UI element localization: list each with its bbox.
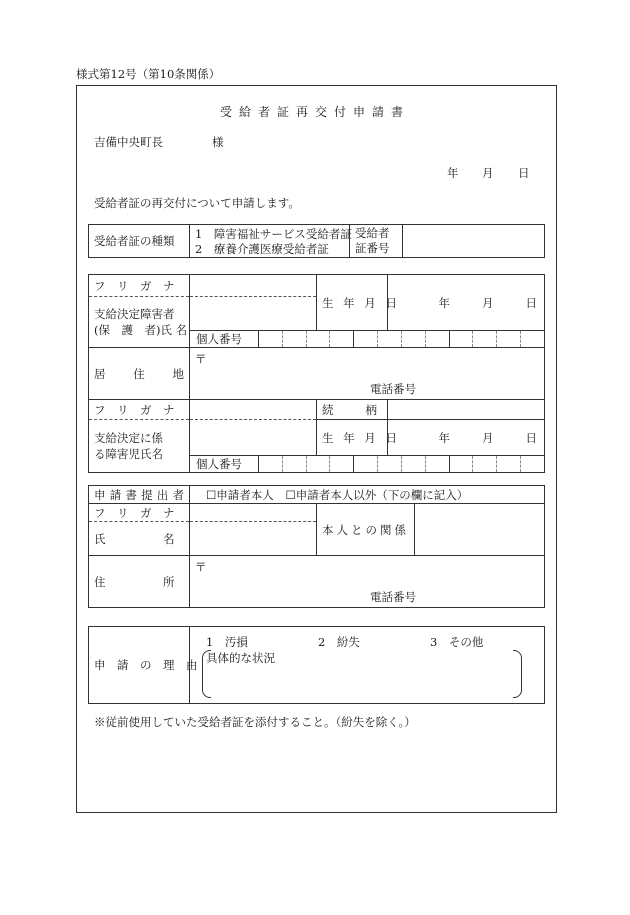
form-title: 受給者証再交付申請書: [219, 105, 410, 119]
certificate-number-field[interactable]: [403, 225, 545, 258]
child-furigana-field[interactable]: [190, 400, 317, 420]
date-day[interactable]: 日: [518, 166, 530, 180]
date-year[interactable]: 年: [447, 166, 459, 180]
submitter-address-field[interactable]: [190, 556, 545, 608]
guardian-furigana-label: フ リ ガ ナ: [89, 275, 190, 297]
child-name-label: 支給決定に係 る障害児氏名: [89, 420, 190, 473]
form-number: 様式第12号（第10条関係）: [76, 67, 221, 81]
guardian-phone-label: 電話番号: [370, 382, 416, 396]
guardian-address-label: 居 住 地: [89, 348, 190, 400]
child-mynumber-row: [190, 456, 545, 473]
certificate-number-label: 受給者 証番号: [350, 225, 403, 258]
submitter-postal-mark: 〒: [195, 560, 207, 574]
reason-detail-field[interactable]: [202, 650, 522, 696]
certificate-type-label: 受給者証の種類: [89, 225, 190, 258]
child-name-field[interactable]: [190, 420, 317, 456]
reason-label: 申 請 の 理 由: [89, 627, 190, 704]
applicant-table: [88, 274, 545, 473]
reason-option-other[interactable]: 3 その他: [430, 635, 484, 649]
submitter-furigana-label: フ リ ガ ナ: [89, 504, 190, 522]
reason-detail-label: 具体的な状況: [206, 651, 275, 665]
option-welfare-service[interactable]: 1 障害福祉サービス受給者証: [195, 226, 352, 241]
reason-option-lost[interactable]: 2 紛失: [318, 635, 360, 649]
bracket-right: [513, 650, 522, 698]
reason-option-soiled[interactable]: 1 汚損: [206, 635, 248, 649]
child-furigana-label: フ リ ガ ナ: [89, 400, 190, 420]
child-relation-field[interactable]: [388, 400, 545, 420]
submitter-other-checkbox[interactable]: ☐申請者本人以外（下の欄に記入）: [285, 487, 469, 502]
submitter-relation-label: 本人との関係: [317, 504, 415, 556]
child-mynumber-boxes[interactable]: [259, 456, 544, 472]
postal-mark: 〒: [195, 352, 207, 366]
submitter-self-checkbox[interactable]: ☐申請者本人: [206, 487, 274, 502]
guardian-furigana-field[interactable]: [190, 275, 317, 297]
guardian-birth-field[interactable]: 年 月 日: [388, 275, 545, 331]
guardian-address-field[interactable]: [190, 348, 545, 400]
addressee-name: 吉備中央町長: [94, 135, 163, 149]
submitter-phone-label: 電話番号: [370, 590, 416, 604]
submitter-table: [88, 485, 545, 608]
certificate-type-options[interactable]: [190, 225, 350, 258]
submitter-options: [190, 486, 545, 504]
option-medical-care[interactable]: 2 療養介護医療受給者証: [195, 241, 329, 256]
guardian-mynumber-label: 個人番号: [190, 331, 259, 347]
submitter-address-label: 住 所: [89, 556, 190, 608]
certificate-type-table: [88, 224, 545, 258]
child-relation-label: 続 柄: [317, 400, 388, 420]
submitter-furigana-field[interactable]: [190, 504, 317, 522]
date-month[interactable]: 月: [482, 166, 494, 180]
guardian-mynumber-boxes[interactable]: [259, 331, 544, 347]
child-birth-label: 生 年 月 日: [317, 420, 388, 456]
guardian-name-label: 支給決定障害者 (保 護 者)氏 名: [89, 297, 190, 348]
request-statement: 受給者証の再交付について申請します。: [94, 196, 300, 210]
submitter-name-label: 氏 名: [89, 522, 190, 556]
addressee-honorific: 様: [212, 135, 224, 149]
submitter-name-field[interactable]: [190, 522, 317, 556]
submitter-label: 申請書提出者: [89, 486, 190, 504]
child-birth-field[interactable]: 年 月 日: [388, 420, 545, 456]
attachment-note: ※従前使用していた受給者証を添付すること。（紛失を除く。）: [94, 715, 416, 729]
child-mynumber-label: 個人番号: [190, 456, 259, 472]
submitter-relation-field[interactable]: [415, 504, 545, 556]
guardian-mynumber-row: [190, 331, 545, 348]
guardian-name-field[interactable]: [190, 297, 317, 331]
guardian-birth-label: 生 年 月 日: [317, 275, 388, 331]
